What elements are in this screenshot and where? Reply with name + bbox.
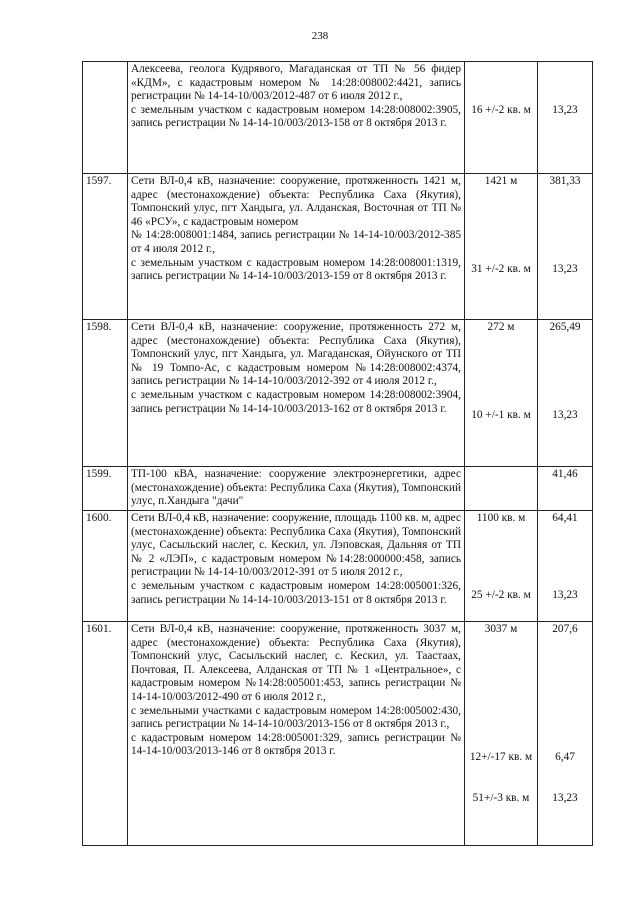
description-paragraph: Сети ВЛ-0,4 кВ, назначение: сооружение, протяженность 1421 м, адрес (местонахождение) объекта: Республика Саха (Якутия), Томпонский улус, пгт Хандыга, ул. Алданская, Восточная от ТП № 46 «РСУ», с кадастровым номером xyxy=(131,175,461,228)
value-main: 381,33 xyxy=(549,175,581,187)
row-number: 1601. xyxy=(83,622,128,846)
table-row xyxy=(83,622,593,846)
value-spacer xyxy=(541,63,589,104)
value-main: 64,41 xyxy=(552,512,578,524)
object-description xyxy=(128,320,465,467)
quantity-main: 1421 м xyxy=(484,175,518,187)
quantity-spacer xyxy=(468,637,534,751)
description-paragraph: Алексеева, геолога Кудрявого, Магаданская от ТП № 56 фидер «КДМ», с кадастровым номером № 14:28:008002:4421, запись регистрации № 14-14-10/003/2012-487 от 6 июля 2012 г., xyxy=(131,63,461,103)
value-land: 13,23 xyxy=(552,408,578,421)
table-row xyxy=(83,511,593,622)
quantity-land-1: 12+/-17 кв. м xyxy=(469,750,533,763)
value-cell xyxy=(538,467,593,511)
description-paragraph: с земельным участком с кадастровым номером 14:28:008002:3905, запись регистрации № 14-14-10/003/2013-158 от 8 октября 2013 г. xyxy=(131,103,461,130)
value-spacer xyxy=(541,189,589,263)
quantity-spacer xyxy=(468,63,534,104)
description-paragraph: с земельным участком с кадастровым номером 14:28:005001:326, запись регистрации № 14-14-10/003/2013-151 от 8 октября 2013 г. xyxy=(131,579,461,606)
row-number: 1598. xyxy=(83,320,128,467)
object-description xyxy=(128,467,465,511)
value-main: 41,46 xyxy=(552,468,578,480)
row-number xyxy=(83,62,128,174)
quantity-main: 272 м xyxy=(487,321,515,333)
description-paragraph: с земельными участками с кадастровым номером 14:28:005002:430, запись регистрации № 14-14-10/003/2013-156 от 8 октября 2013 г., xyxy=(131,704,461,731)
object-description xyxy=(128,62,465,174)
object-description xyxy=(128,511,465,622)
quantity-cell xyxy=(465,467,538,511)
value-cell xyxy=(538,622,593,846)
quantity-cell xyxy=(465,511,538,622)
quantity-main: 1100 кв. м xyxy=(476,512,526,524)
value-land-1: 6,47 xyxy=(555,750,575,763)
quantity-main: 3037 м xyxy=(484,623,518,635)
quantity-land: 10 +/-1 кв. м xyxy=(471,408,531,421)
quantity-cell xyxy=(465,62,538,174)
description-paragraph: с земельным участком с кадастровым номером 14:28:008001:1319, запись регистрации № 14-14-10/003/2013-159 от 8 октября 2013 г. xyxy=(131,256,461,283)
object-description xyxy=(128,174,465,320)
description-paragraph: Сети ВЛ-0,4 кВ, назначение: сооружение, протяженность 272 м, адрес (местонахождение) объекта: Республика Саха (Якутия), Томпонский улус, пгт Хандыга, ул. Магаданская, Ойунского от ТП № 19 Томпо-Ас, с кадастровым номером №14:28:008002:4374, запись регистрации № 14-14-10/003/2012-392 от 4 июля 2012 г., xyxy=(131,321,461,388)
description-paragraph: Сети ВЛ-0,4 кВ, назначение: сооружение, протяженность 3037 м, адрес (местонахождение) объекта: Республика Саха (Якутия), Томпонский улус, Сасыльский наслег, с. Кескил, ул. Таастаах, Почтовая, П. Алексеева, Алданская от ТП № 1 «Центральное», с кадастровым номером №14:28:005001:453, запись регистрации № 14-14-10/003/2012-490 от 6 июля 2012 г., xyxy=(131,623,461,703)
value-land: 13,23 xyxy=(552,588,578,601)
value-cell xyxy=(538,174,593,320)
value-spacer xyxy=(541,335,589,409)
description-paragraph: Сети ВЛ-0,4 кВ, назначение: сооружение, площадь 1100 кв. м, адрес (местонахождение) объекта: Республика Саха (Якутия), Томпонский улус, Сасыльский наслег, с. Кескил, ул. Лэповская, Дальняя от ТП № 2 «ЛЭП», с кадастровым номером №14:28:000000:458, запись регистрации № 14-14-10/003/2012-391 от 5 июля 2012 г., xyxy=(131,512,461,579)
value-cell xyxy=(538,62,593,174)
object-description xyxy=(128,622,465,846)
quantity-spacer xyxy=(468,764,534,792)
quantity-land-2: 51+/-3 кв. м xyxy=(472,792,530,805)
description-paragraph: с земельным участком с кадастровым номером 14:28:008002:3904, запись регистрации № 14-14-10/003/2013-162 от 8 октября 2013 г. xyxy=(131,388,461,415)
table-row xyxy=(83,62,593,174)
value-spacer xyxy=(541,764,589,792)
quantity-cell xyxy=(465,622,538,846)
row-number: 1600. xyxy=(83,511,128,622)
page-number: 238 xyxy=(311,30,329,42)
quantity-spacer xyxy=(468,189,534,263)
value-spacer xyxy=(541,637,589,751)
quantity-cell xyxy=(465,320,538,467)
row-number: 1599. xyxy=(83,467,128,511)
value-land: 13,23 xyxy=(552,262,578,275)
description-paragraph: ТП-100 кВА, назначение: сооружение электроэнергетики, адрес (местонахождение) объекта: Республика Саха (Якутия), Томпонский улус, п.Хандыга "дачи" xyxy=(131,468,461,508)
table-row xyxy=(83,467,593,511)
property-registry-table xyxy=(82,61,593,846)
table-row xyxy=(83,174,593,320)
quantity-land: 16 +/-2 кв. м xyxy=(471,104,531,116)
value-cell xyxy=(538,320,593,467)
value-main: 207,6 xyxy=(552,623,578,635)
quantity-land: 31 +/-2 кв. м xyxy=(471,262,531,275)
row-number: 1597. xyxy=(83,174,128,320)
value-spacer xyxy=(541,526,589,589)
quantity-land: 25 +/-2 кв. м xyxy=(471,588,531,601)
quantity-cell xyxy=(465,174,538,320)
quantity-spacer xyxy=(468,526,534,589)
table-row xyxy=(83,320,593,467)
quantity-spacer xyxy=(468,335,534,409)
description-paragraph: с кадастровым номером 14:28:005001:329, запись регистрации № 14-14-10/003/2013-146 от 8 октября 2013 г. xyxy=(131,731,461,758)
value-land-2: 13,23 xyxy=(552,792,578,805)
value-main: 265,49 xyxy=(549,321,581,333)
description-paragraph: № 14:28:008001:1484, запись регистрации № 14-14-10/003/2012-385 от 4 июля 2012 г., xyxy=(131,229,461,255)
value-land: 13,23 xyxy=(552,104,578,116)
value-cell xyxy=(538,511,593,622)
